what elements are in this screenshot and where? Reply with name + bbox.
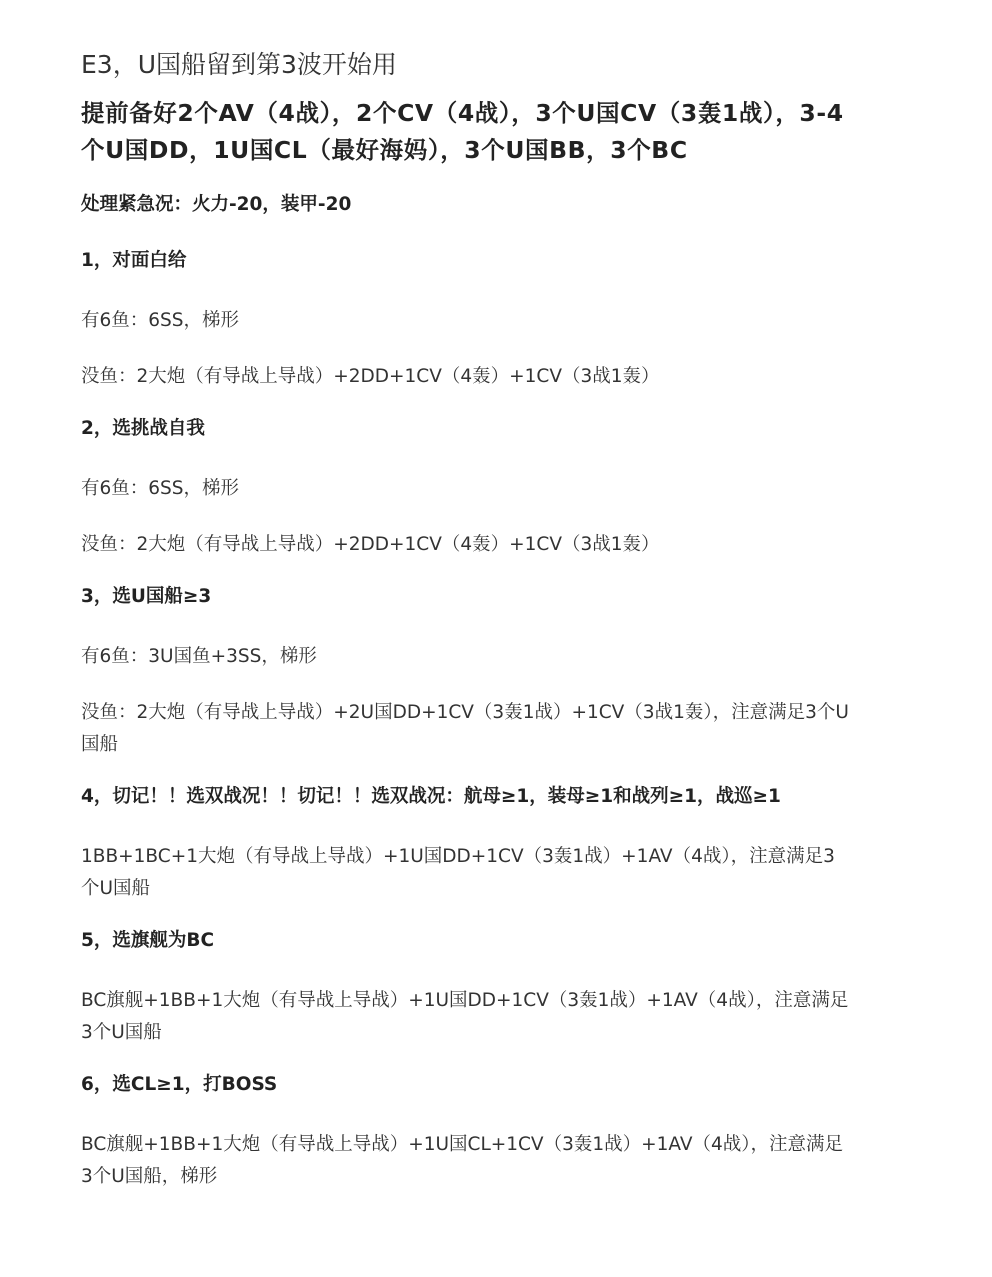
section-line: 有6鱼：6SS，梯形 <box>81 478 240 499</box>
section-heading: 1，对面白给 <box>81 250 187 271</box>
section-line: 没鱼：2大炮（有导战上导战）+2U国DD+1CV（3轰1战）+1CV（3战1轰），注意满足3个U国船 <box>81 702 849 755</box>
section-2 <box>81 417 851 561</box>
section-line: 1BB+1BC+1大炮（有导战上导战）+1U国DD+1CV（3轰1战）+1AV（4战），注意满足3个U国船 <box>81 846 835 899</box>
section-6 <box>81 1073 851 1193</box>
section-1 <box>81 249 851 393</box>
section-line: 有6鱼：6SS，梯形 <box>81 310 240 331</box>
section-heading: 5，选旗舰为BC <box>81 930 215 951</box>
section-heading: 6，选CL≥1，打BOSS <box>81 1074 278 1095</box>
section-line: BC旗舰+1BB+1大炮（有导战上导战）+1U国DD+1CV（3轰1战）+1AV（4战），注意满足3个U国船 <box>81 990 849 1043</box>
section-3 <box>81 585 851 761</box>
article <box>81 0 851 1193</box>
section-line: BC旗舰+1BB+1大炮（有导战上导战）+1U国CL+1CV（3轰1战）+1AV（4战），注意满足3个U国船，梯形 <box>81 1134 844 1187</box>
section-line: 没鱼：2大炮（有导战上导战）+2DD+1CV（4轰）+1CV（3战1轰） <box>81 534 660 555</box>
section-4 <box>81 785 851 905</box>
page-title: E3，U国船留到第3波开始用 <box>81 50 397 79</box>
page-subtitle: 提前备好2个AV（4战），2个CV（4战），3个U国CV（3轰1战），3-4个U国DD，1U国CL（最好海妈），3个U国BB，3个BC <box>81 99 844 164</box>
section-5 <box>81 929 851 1049</box>
section-heading: 4，切记！！选双战况！！切记！！选双战况：航母≥1，装母≥1和战列≥1，战巡≥1 <box>81 786 781 807</box>
section-line: 有6鱼：3U国鱼+3SS，梯形 <box>81 646 317 667</box>
section-heading: 2，选挑战自我 <box>81 418 205 439</box>
section-heading: 3，选U国船≥3 <box>81 586 212 607</box>
section-line: 没鱼：2大炮（有导战上导战）+2DD+1CV（4轰）+1CV（3战1轰） <box>81 366 660 387</box>
emergency-note: 处理紧急况：火力-20，装甲-20 <box>81 194 352 215</box>
